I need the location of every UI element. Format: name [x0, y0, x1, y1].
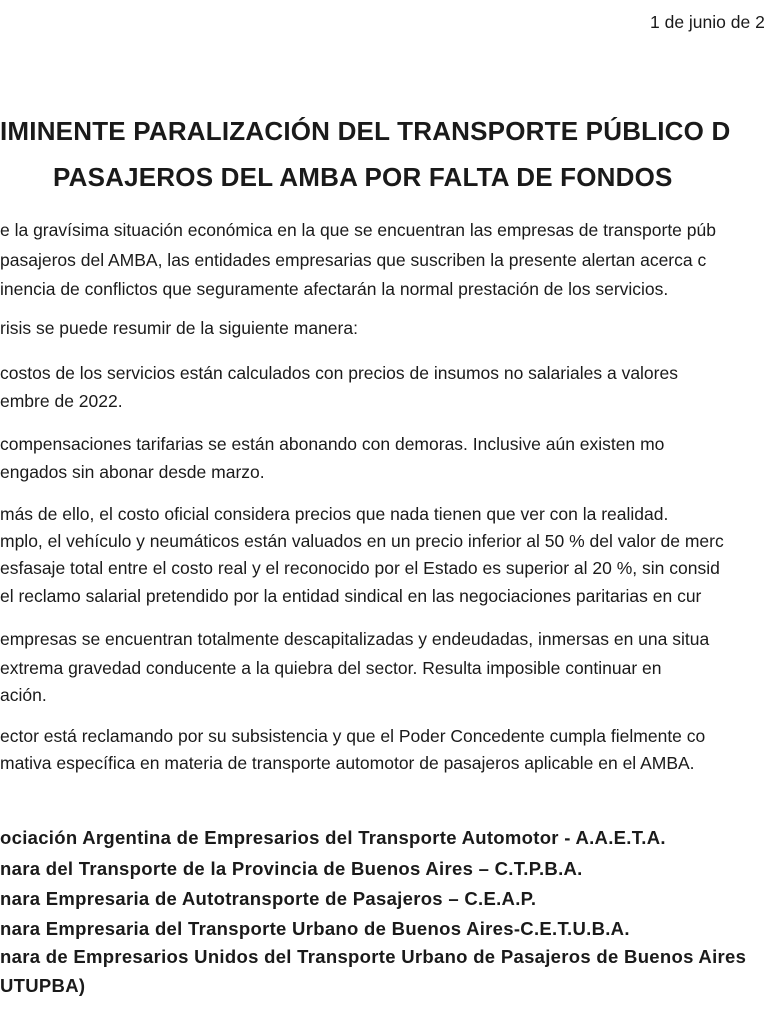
body-line: embre de 2022.: [0, 391, 123, 411]
body-line: compensaciones tarifarias se están abonando con demoras. Inclusive aún existen mo: [0, 434, 665, 454]
document-date: 1 de junio de 2: [650, 12, 765, 32]
body-line: mativa específica en materia de transporte automotor de pasajeros aplicable en el AMBA.: [0, 753, 695, 773]
body-line: extrema gravedad conducente a la quiebra del sector. Resulta imposible continuar en: [0, 658, 662, 678]
body-line: inencia de conflictos que seguramente afectarán la normal prestación de los servicios.: [0, 279, 669, 299]
body-line: ector está reclamando por su subsistencia y que el Poder Concedente cumpla fielmente co: [0, 726, 706, 746]
body-line: engados sin abonar desde marzo.: [0, 462, 265, 482]
body-line: costos de los servicios están calculados con precios de insumos no salariales a valores: [0, 363, 678, 383]
signatory-cetupba: nara de Empresarios Unidos del Transporte Urbano de Pasajeros de Buenos Aires: [0, 946, 747, 967]
body-line: pasajeros del AMBA, las entidades empresarias que suscriben la presente alertan acerca c: [0, 250, 707, 270]
body-line: ación.: [0, 685, 47, 705]
body-line: mplo, el vehículo y neumáticos están valuados en un precio inferior al 50 % del valor de merc: [0, 531, 724, 551]
signatory-ctpba: nara del Transporte de la Provincia de Buenos Aires – C.T.P.B.A.: [0, 858, 583, 879]
signatory-cetuba: nara Empresaria del Transporte Urbano de Buenos Aires-C.E.T.U.B.A.: [0, 918, 630, 939]
signatory-aaeta: ociación Argentina de Empresarios del Transporte Automotor - A.A.E.T.A.: [0, 827, 666, 848]
title-line-1: IMINENTE PARALIZACIÓN DEL TRANSPORTE PÚBLICO D: [0, 116, 731, 146]
body-line: esfasaje total entre el costo real y el reconocido por el Estado es superior al 20 %, sin consid: [0, 558, 720, 578]
signatory-ceap: nara Empresaria de Autotransporte de Pasajeros – C.E.A.P.: [0, 888, 537, 909]
signatory-cetupba-acronym: UTUPBA): [0, 975, 86, 996]
body-line: empresas se encuentran totalmente descapitalizadas y endeudadas, inmersas en una situa: [0, 629, 710, 649]
body-line: risis se puede resumir de la siguiente manera:: [0, 318, 358, 338]
body-line: e la gravísima situación económica en la que se encuentran las empresas de transporte púb: [0, 220, 716, 240]
body-line: más de ello, el costo oficial considera precios que nada tienen que ver con la realidad.: [0, 504, 669, 524]
title-line-2: PASAJEROS DEL AMBA POR FALTA DE FONDOS: [53, 162, 673, 192]
body-line: el reclamo salarial pretendido por la entidad sindical en las negociaciones paritarias en cur: [0, 586, 702, 606]
